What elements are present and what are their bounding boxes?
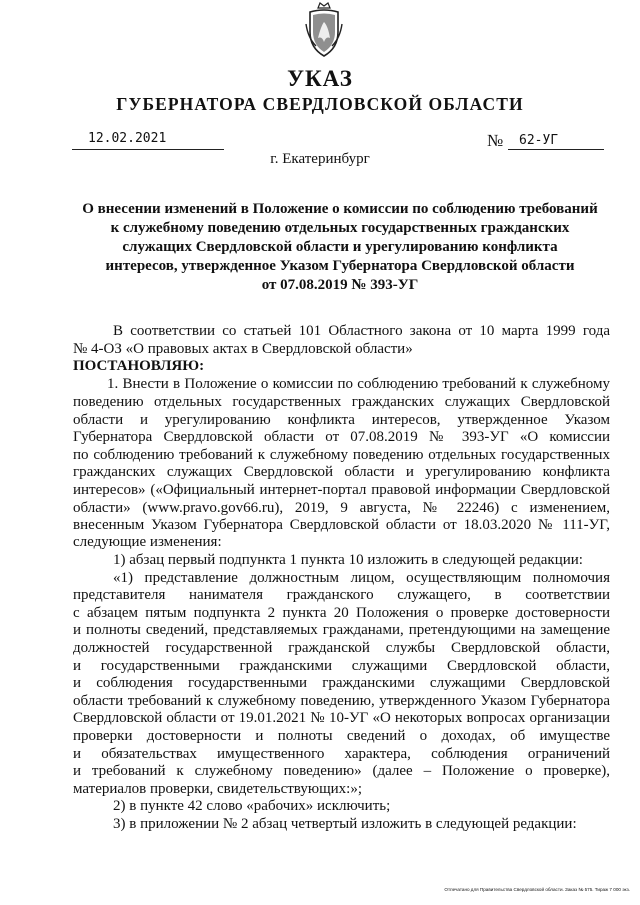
body-line: внесенным Указом Губернатора Свердловской области от 18.03.2020 № 111-УГ, — [73, 517, 610, 533]
print-footer: Отпечатано для Правительства Свердловской области. Заказ № 575. Тираж 7 000 экз. — [444, 887, 630, 892]
body-line: материалов проверки, свидетельствующих:»; — [73, 781, 362, 797]
body-line: В соответствии со статьей 101 Областного закона от 10 марта 1999 года — [113, 323, 610, 339]
body-line: и соблюдения государственными гражданскими служащими Свердловской — [73, 675, 610, 691]
heading-line: О внесении изменений в Положение о комиссии по соблюдению требований — [82, 201, 598, 217]
coat-of-arms-emblem — [304, 2, 344, 58]
heading-line: от 07.08.2019 № 393-УГ — [261, 277, 419, 293]
decree-city: г. Екатеринбург — [270, 151, 370, 167]
body-line: по соблюдению требований к служебному поведению отдельных государственных — [73, 447, 610, 463]
body-line: проверки достоверности и полноты сведений о доходах, об имуществе — [73, 728, 610, 744]
number-underline — [508, 149, 604, 150]
body-line: гражданских служащих Свердловской области и урегулированию конфликта — [73, 464, 610, 480]
body-line: № 4-ОЗ «О правовых актах в Свердловской области» — [73, 341, 413, 357]
body-line: области» (www.pravo.gov66.ru), 2019, 9 августа, № 22246) с изменением, — [73, 500, 610, 516]
body-line: поведению отдельных государственных гражданских служащих Свердловской — [73, 394, 610, 410]
body-line: 1) абзац первый подпункта 1 пункта 10 изложить в следующей редакции: — [113, 552, 583, 568]
body-line: области и урегулированию конфликта интересов, утвержденное Указом — [73, 412, 610, 428]
body-line: с абзацем пятым подпункта 2 пункта 20 Положения о проверке достоверности — [73, 605, 610, 621]
body-line: и государственными гражданскими служащими Свердловской области, — [73, 658, 610, 674]
heading-line: служащих Свердловской области и урегулированию конфликта — [122, 239, 558, 255]
decree-date: 12.02.2021 — [88, 131, 167, 146]
decree-authority: ГУБЕРНАТОРА СВЕРДЛОВСКОЙ ОБЛАСТИ — [116, 94, 524, 114]
body-line: и требований к служебному поведению» (далее – Положение о проверке), — [73, 763, 610, 779]
decree-heading — [76, 200, 604, 295]
body-line: следующие изменения: — [73, 534, 222, 550]
resolution-keyword: ПОСТАНОВЛЯЮ: — [73, 358, 205, 374]
body-line: Губернатора Свердловской области от 07.08.2019 № 393-УГ «О комиссии — [73, 429, 610, 445]
body-line: должностей государственной гражданской службы Свердловской области, — [73, 640, 610, 656]
body-line: 2) в пункте 42 слово «рабочих» исключить; — [113, 798, 391, 814]
number-sign: № — [487, 131, 504, 150]
body-line: Свердловской области от 19.01.2021 № 10-УГ «О некоторых вопросах организации — [73, 710, 610, 726]
body-line: и обязательствах имущественного характера, соблюдения ограничений — [73, 746, 610, 762]
body-line: 1. Внести в Положение о комиссии по соблюдению требований к служебному — [107, 376, 610, 392]
body-line: области требований к служебному поведению, утвержденного Указом Губернатора — [73, 693, 610, 709]
heading-line: к служебному поведению отдельных государственных гражданских — [110, 220, 570, 236]
decree-title: УКАЗ — [287, 66, 353, 91]
body-line: и полноты сведений, представляемых гражданами, претендующими на замещение — [73, 622, 610, 638]
body-line: представителя нанимателя гражданского служащего, в соответствии — [73, 587, 610, 603]
heading-line: интересов, утвержденное Указом Губернатора Свердловской области — [105, 258, 575, 274]
body-line: 3) в приложении № 2 абзац четвертый изложить в следующей редакции: — [113, 816, 577, 832]
body-line: «1) представление должностным лицом, осуществляющим полномочия — [113, 570, 610, 586]
date-underline — [72, 149, 224, 150]
body-line: интересов» («Официальный интернет-портал правовой информации Свердловской — [73, 482, 610, 498]
decree-number: 62-УГ — [519, 133, 559, 148]
